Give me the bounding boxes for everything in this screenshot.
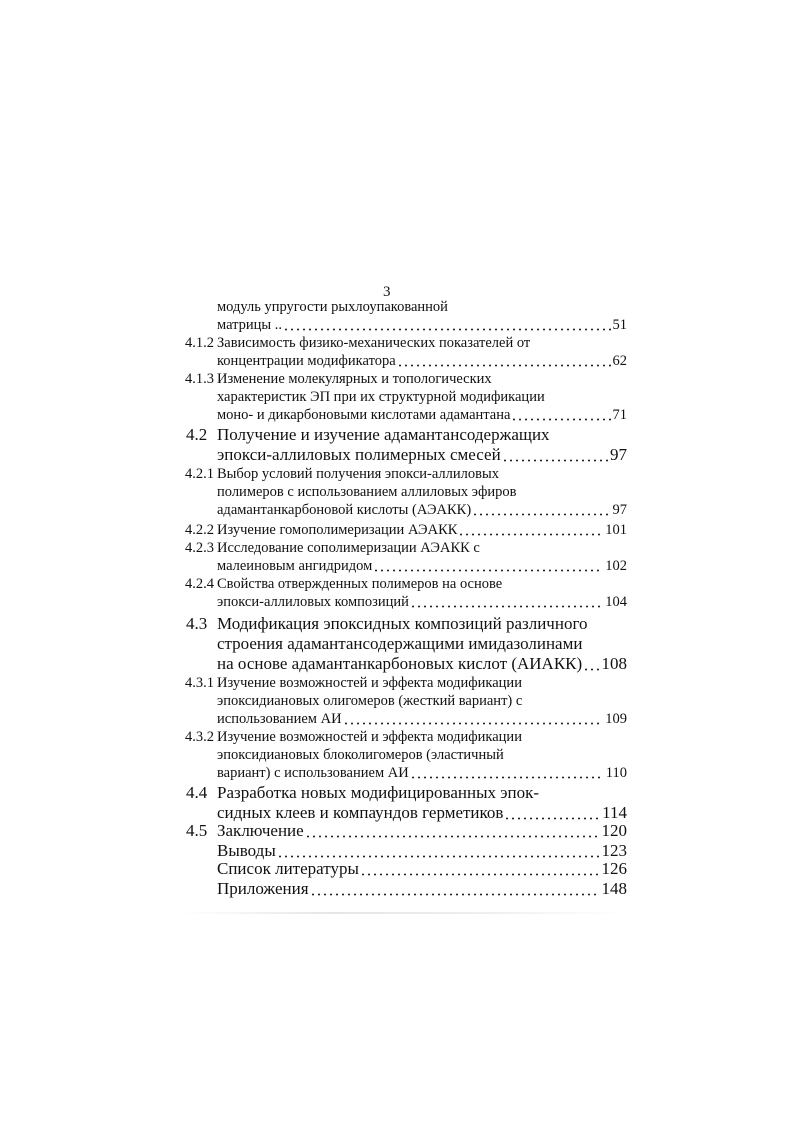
page-ref: 71	[612, 407, 627, 423]
entry-body	[217, 425, 627, 445]
section-number: 4.3.1	[185, 675, 214, 691]
toc-entry-line	[0, 726, 795, 746]
dot-leader	[410, 776, 604, 779]
section-title: Исследование сополимеризации АЭАКК с	[217, 540, 480, 556]
dot-leader	[373, 569, 603, 572]
section-number: 4.2	[186, 425, 208, 444]
section-title: вариант) с использованием АИ	[217, 765, 409, 781]
section-number: 4.2.2	[185, 522, 214, 538]
toc-entry-line	[0, 708, 795, 728]
section-title: эпокси-аллиловых полимерных смесей	[217, 445, 501, 464]
section-number: 4.3.2	[185, 729, 214, 745]
entry-body	[217, 821, 627, 841]
toc-entry-line	[0, 537, 795, 557]
entry-body	[217, 803, 627, 823]
toc-entry-line	[0, 803, 795, 823]
entry-body	[217, 841, 627, 861]
section-title: Свойства отвержденных полимеров на основе	[217, 576, 503, 592]
section-title: Изучение возможностей и эффекта модификации	[217, 675, 522, 691]
toc-entry-line	[0, 425, 795, 445]
toc-entry-line	[0, 296, 795, 316]
entry-body	[217, 594, 627, 611]
section-title: Заключение	[217, 821, 304, 840]
entry-body	[217, 765, 627, 782]
toc-entry-line	[0, 859, 795, 879]
toc-entry-line	[0, 314, 795, 334]
page-ref: 126	[601, 859, 627, 878]
page-ref: 123	[601, 841, 627, 860]
section-title: моно- и дикарбоновыми кислотами адамантана	[217, 407, 511, 423]
section-title: матрицы ..	[217, 317, 283, 333]
page-ref: 97	[610, 445, 627, 464]
section-title: Разработка новых модифицированных эпок-	[217, 783, 540, 802]
section-title: Изучение гомополимеризации АЭАКК	[217, 522, 458, 538]
section-title: адамантанкарбоновой кислоты (АЭАКК)	[217, 502, 472, 518]
dot-leader	[343, 722, 604, 725]
section-title: Список литературы	[217, 859, 359, 878]
section-number: 4.1.2	[185, 335, 214, 351]
section-title: на основе адамантанкарбоновых кислот (АИАКК)	[217, 654, 583, 673]
toc-entry-line	[0, 591, 795, 611]
section-title: полимеров с использованием аллиловых эфиров	[217, 484, 517, 500]
dot-leader	[410, 605, 603, 608]
dot-leader	[305, 835, 600, 838]
section-number: 4.1.3	[185, 371, 214, 387]
toc-entry-line	[0, 654, 795, 674]
page-ref: 104	[605, 594, 627, 610]
section-title: характеристик ЭП при их структурной модификации	[217, 389, 545, 405]
toc-entry-line	[0, 404, 795, 424]
toc-entry-line	[0, 783, 795, 803]
toc-entry-line	[0, 690, 795, 710]
section-title: эпокси-аллиловых композиций	[217, 594, 409, 610]
section-title: Выбор условий получения эпокси-аллиловых	[217, 466, 499, 482]
section-number: 4.2.4	[185, 576, 214, 592]
toc-entry-line	[0, 332, 795, 352]
toc-entry-line	[0, 573, 795, 593]
section-number: 4.2.1	[185, 466, 214, 482]
section-number: 4.3	[186, 614, 208, 633]
dot-leader	[310, 893, 600, 896]
toc-entry-line	[0, 744, 795, 764]
dot-leader	[583, 668, 599, 671]
toc-entry-line	[0, 555, 795, 575]
entry-body	[217, 634, 627, 654]
toc-entry-line	[0, 879, 795, 899]
toc-entry-line	[0, 368, 795, 388]
toc-entry-line	[0, 821, 795, 841]
section-number: 4.4	[186, 783, 208, 802]
section-title: Зависимость физико-механических показателей от	[217, 335, 531, 351]
section-title: Получение и изучение адамантансодержащих	[217, 425, 550, 444]
section-number: 4.5	[186, 821, 208, 840]
dot-leader	[360, 873, 600, 876]
section-title: Приложения	[217, 879, 309, 898]
toc-entry-line	[0, 499, 795, 519]
toc-entry-line	[0, 519, 795, 539]
dot-leader	[277, 855, 600, 858]
entry-body	[217, 614, 627, 634]
toc-entry-line	[0, 463, 795, 483]
dot-leader	[511, 418, 610, 421]
section-title: Изменение молекулярных и топологических	[217, 371, 492, 387]
entry-body	[217, 859, 627, 879]
page-ref: 62	[612, 353, 627, 369]
page-ref: 110	[605, 765, 627, 781]
dot-leader	[472, 513, 610, 516]
entry-body	[217, 445, 627, 465]
entry-body	[217, 654, 627, 674]
page-ref: 102	[605, 558, 627, 574]
page-ref: 108	[601, 654, 627, 673]
entry-body	[217, 502, 627, 519]
section-title: эпоксидиановых блоколигомеров (эластичный	[217, 747, 504, 763]
section-title: эпоксидиановых олигомеров (жесткий вариант) с	[217, 693, 523, 709]
section-title: использованием АИ	[217, 711, 342, 727]
dot-leader	[458, 533, 603, 536]
toc-entry-line	[0, 841, 795, 861]
section-title: Изучение возможностей и эффекта модификации	[217, 729, 522, 745]
page-ref: 109	[605, 711, 627, 727]
dot-leader	[397, 364, 611, 367]
page-ref: 51	[612, 317, 627, 333]
page-ref: 120	[601, 821, 627, 840]
section-title: концентрации модификатора	[217, 353, 396, 369]
section-title: Модификация эпоксидных композиций различного	[217, 614, 588, 633]
dot-leader	[504, 817, 600, 820]
toc-entry-line	[0, 481, 795, 501]
dot-leader	[502, 459, 608, 462]
entry-body	[217, 783, 627, 803]
page-ref: 148	[601, 879, 627, 898]
section-title: модуль упругости рыхлоупакованной	[217, 299, 448, 315]
toc-entry-line	[0, 762, 795, 782]
section-title: малеиновым ангидридом	[217, 558, 373, 574]
toc-entry-line	[0, 386, 795, 406]
page-ref: 114	[602, 803, 627, 822]
toc-entry-line	[0, 672, 795, 692]
entry-body	[217, 407, 627, 424]
dot-leader	[283, 328, 610, 331]
entry-body	[217, 879, 627, 899]
toc-entry-line	[0, 614, 795, 634]
toc-entry-line	[0, 445, 795, 465]
page-number: 3	[383, 284, 391, 300]
page-ref: 97	[612, 502, 627, 518]
page-ref: 101	[605, 522, 627, 538]
section-title: Выводы	[217, 841, 276, 860]
section-number: 4.2.3	[185, 540, 214, 556]
section-title: строения адамантансодержащими имидазолинами	[217, 634, 583, 653]
scan-artifact	[180, 912, 630, 914]
toc-entry-line	[0, 634, 795, 654]
section-title: сидных клеев и компаундов герметиков	[217, 803, 504, 822]
toc-entry-line	[0, 350, 795, 370]
